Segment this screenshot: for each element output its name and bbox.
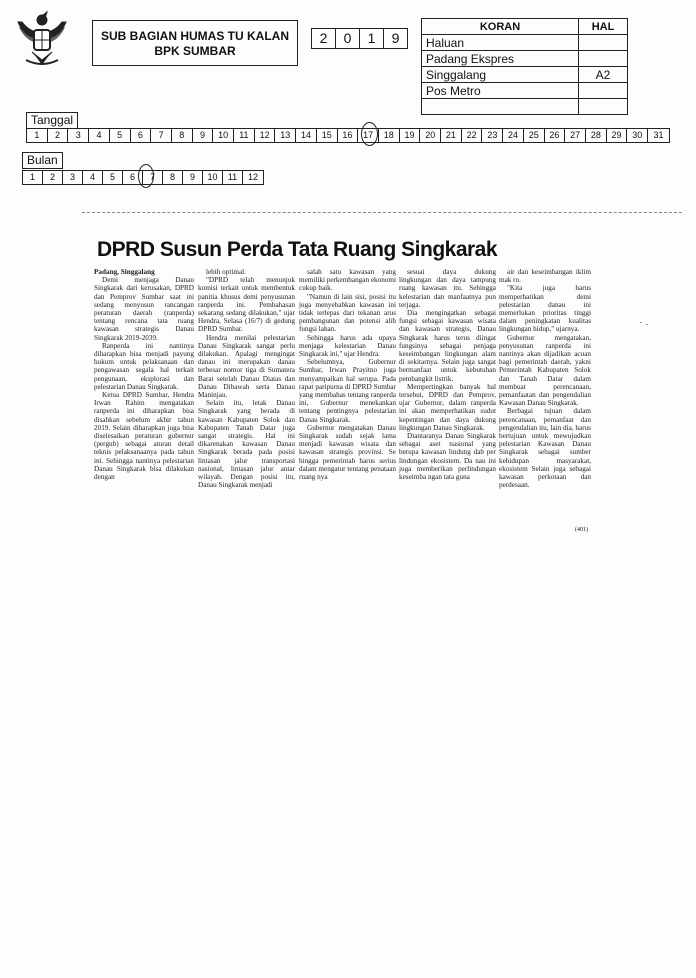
year-digit: 0: [336, 29, 360, 48]
date-cell: 28: [586, 129, 607, 142]
table-row: [422, 35, 628, 51]
article-paragraph: Sehingga harus ada upaya menjaga kelestarian Danau Singkarak ini," ujar Hendra.: [299, 333, 396, 359]
article-column-2: [198, 268, 295, 489]
date-cell: 14: [296, 129, 317, 142]
koran-header: KORAN: [422, 19, 579, 35]
article-paragraph: Dia mengingatkan sebagai fungsi sebagai kawasan wisata dan kawasan strategis, Danau Singkarak harus terus diingat fungsinya sebagai penjaga keseimbangan lingkungan alam di sekitarnya. Selain juga sangat bermanfaat untuk kebutuhan pembangkit listrik.: [399, 309, 496, 383]
article-paragraph: Diantaranya Danau Singkarak sebagai aset nasional yang berupa kawasan lindung dab per lindungan ekosistem. Da nau ini juga memberikan perlindungan keseimba ngan tata guna: [399, 432, 496, 482]
date-cell: 22: [462, 129, 483, 142]
date-cell: 24: [503, 129, 524, 142]
date-cell: 21: [441, 129, 462, 142]
date-cell: 20: [420, 129, 441, 142]
article-paragraph: lebih optimal.: [206, 268, 246, 276]
date-cell: 9: [193, 129, 214, 142]
date-cell: 26: [545, 129, 566, 142]
article-headline: DPRD Susun Perda Tata Ruang Singkarak: [97, 238, 498, 261]
date-cell: 31: [653, 130, 664, 140]
divider: [82, 212, 682, 213]
table-row: [422, 83, 628, 99]
newspaper-table: [421, 18, 628, 115]
hal-header: HAL: [579, 19, 628, 35]
article-paragraph: "Kita juga harus memperhatikan demi pelestarian danau ini memerlukan prioritas tinggi dalam peningkatan kualitas lingkungan hidup," ujarnya.: [499, 284, 591, 334]
newspaper-name: Padang Ekspres: [422, 51, 579, 67]
office-header-line2: BPK SUMBAR: [154, 44, 236, 58]
month-cell: 3: [63, 171, 83, 184]
year-box: [311, 28, 408, 49]
bulan-label: Bulan: [22, 152, 63, 169]
article-paragraph: air dan keseimbangan iklim mak ro.: [499, 268, 591, 285]
year-digit: 9: [391, 30, 400, 46]
month-cell: 2: [43, 171, 63, 184]
month-cell: 8: [163, 171, 183, 184]
article-paragraph: Gubernur mengatakan, penyusunan ranperda ini nantinya akan dijadikan acuan bagi pemerintah daerah, yakni Pemerintah Kabupaten Solok dan Tanah Datar dalam membuat perencanaan, pemanfaatan dan pengendalian Kawasan Danau Singkarak.: [499, 333, 591, 408]
article-dateline: Padang, Singgalang: [94, 268, 155, 276]
article-paragraph: Gubernur mengatakan Danau Singkarak sudah sejak lama menjadi kawasan wisata dan kawasan strategis provinsi. Se hingga pemerintah harus serius dalam mengatur tentang penataan ruang nya: [299, 423, 396, 482]
newspaper-name: Pos Metro: [422, 83, 579, 99]
newspaper-name: Singgalang: [422, 67, 579, 83]
date-cell: 16: [338, 129, 359, 142]
page-number: [579, 35, 628, 51]
article-paragraph: Ketua DPRD Sumbar, Hendra Irwan Rahim mengatakan ranperda ini diharapkan bisa disahkan sebelum akhir tahun 2019. Selain diharapkan juga bisa diselesaikan peraturan gubernur (pergub) sebagai aturan detail teknis pelaksanaanya pada tahun ini. Sehingga nantinya pelestarian Danau Singkarak bisa dilakukan dengan: [94, 391, 194, 482]
article-column-3: [299, 268, 396, 481]
article-column-1: [94, 268, 194, 481]
article-paragraph: Sebelumnya, Gubernur Sumbar, Irwan Prayitno juga menyampaikan hal serupa. Pada rapat paripurna di DPRD Sumbar yang membahas tentang ranperda ini, Gubernur menekankan tentang pentingnya pelestarian Danau Singkarak.: [299, 358, 396, 424]
date-cell: 15: [317, 129, 338, 142]
date-cell: 27: [565, 129, 586, 142]
month-cell: 7: [143, 171, 163, 184]
article-paragraph: "Namun di lain sisi, posisi itu juga menyebabkan kawasan ini tidak terlepas dari tekanan arus pembangunan dan potensi alih fungsi lahan.: [299, 292, 396, 334]
article-paragraph: sesuai daya dukung lingkungan dan daya tampung ruang kawasan itu. Sehingga kelestarian dan manfaatnya pun terjaga.: [399, 268, 496, 309]
date-cell: 25: [524, 129, 545, 142]
newspaper-name: Haluan: [422, 35, 579, 51]
circled-month-mark: [138, 164, 154, 188]
article-paragraph: Mempertingkan banyak hal tersebut, DPRD dan Pemprov, ujar Gubernur, dalam ranperda ini akan memperhatikan sudut kepentingan dan daya dukung lingkungan Danau Singkarak.: [399, 382, 496, 432]
article-paragraph: Hendra menilai pelestarian Danau Singkarak sangat perlu dilakukan. Apalagi mengingat danau ini merupakan danau terbesar nomor tiga di Sumatera Barat setelah Danau Diatas dan Danau Dibawah serta Danau Maninjau.: [198, 333, 295, 400]
newspaper-name: [422, 99, 579, 115]
date-cell: 11: [234, 129, 255, 142]
date-cell: 5: [110, 129, 131, 142]
date-cell: 8: [172, 129, 193, 142]
date-cell: 29: [607, 129, 628, 142]
month-cell: 10: [203, 171, 223, 184]
month-cell: 6: [123, 171, 143, 184]
date-cell: 23: [482, 129, 503, 142]
month-cell: 9: [183, 171, 203, 184]
scan-speck: [640, 322, 642, 323]
date-cell: 13: [275, 129, 296, 142]
date-cell: 10: [213, 129, 234, 142]
year-digit: 2: [312, 29, 336, 48]
table-row: [422, 51, 628, 67]
date-cell: 18: [379, 129, 400, 142]
article-column-4: [399, 268, 496, 481]
month-cell: 4: [83, 171, 103, 184]
article-paragraph: Berbagai tujuan dalam perencanaan, pemanfaat dan pengendalian itu, lain dia, harus bertujuan untuk mewujudkan pelestarian Kawasan Danau Singkarak sebagai sumber kehidupan masyarakat, ekosistem Selain juga sebagai kawasan perkotaan dan perdesaan.: [499, 407, 591, 490]
date-cell: 4: [89, 129, 110, 142]
garuda-logo: [14, 8, 70, 68]
date-cell: 3: [68, 129, 89, 142]
page-number: [579, 83, 628, 99]
article-paragraph: salah satu kawasan yang memiliki perkembangan ekonomi cukup baik.: [299, 268, 397, 293]
article-paragraph: Demi menjaga Danau Singkarak dari kerusakan, DPRD dan Pemprov Sumbar saat ini sedang menyusun rancangan peraturan daerah (ranperda) tentang rencana tata ruang kawasan strategis Danau Singkarak 2019-2039.: [94, 276, 194, 342]
tanggal-grid: [26, 128, 670, 143]
article-paragraph: "DPRD telah menunjuk komisi terkait untuk membentuk panitia khusus demi penyusunan ranperda ini. Pembahasan sekarang sedang dilakukan," ujar Hendra, Selasa (16/7) di gedung DPRD Sumbar.: [198, 276, 295, 334]
office-header-line1: SUB BAGIAN HUMAS TU KALAN: [101, 29, 289, 43]
tanggal-label: Tanggal: [26, 112, 78, 129]
scan-speck: [646, 324, 648, 325]
date-cell: 17: [358, 129, 379, 142]
date-cell: 7: [151, 129, 172, 142]
month-cell: 1: [23, 171, 43, 184]
article-column-5: [499, 268, 591, 489]
date-cell: 12: [255, 129, 276, 142]
date-cell: 30: [627, 129, 648, 142]
circled-date-mark: [361, 122, 378, 146]
date-cell: 2: [48, 129, 69, 142]
office-header-box: [92, 20, 298, 66]
table-row: [422, 67, 628, 83]
date-cell: 1: [27, 129, 48, 142]
page-number: [579, 99, 628, 115]
page-number: A2: [579, 67, 628, 83]
article-code: (401): [575, 527, 588, 533]
page-number: [579, 51, 628, 67]
article-paragraph: Ranperda ini nantinya diharapkan bisa menjadi payung hukum untuk pelaksanaan dan pengawasan segala hal terkait pengunaan, eksplorasi dan pelestarian Danau Singkarak.: [94, 341, 194, 391]
table-row: [422, 99, 628, 115]
date-cell: 19: [400, 129, 421, 142]
article-paragraph: Selain itu, letak Danau Singkarak yang berada di kawasan Kabupaten Solok dan Kabupaten Tanah Datar juga sangat strategis. Hal ini dikarenakan kawasan Danau Singkarak berada pada posisi lintasan jalur transportasi nasional, lintasan jalur antar wilayah. Dengan posisi itu, Danau Singkarak menjadi: [198, 399, 295, 490]
date-cell: 6: [131, 129, 152, 142]
month-cell: 12: [247, 172, 258, 182]
year-digit: 1: [360, 29, 384, 48]
month-cell: 11: [223, 171, 243, 184]
month-cell: 5: [103, 171, 123, 184]
